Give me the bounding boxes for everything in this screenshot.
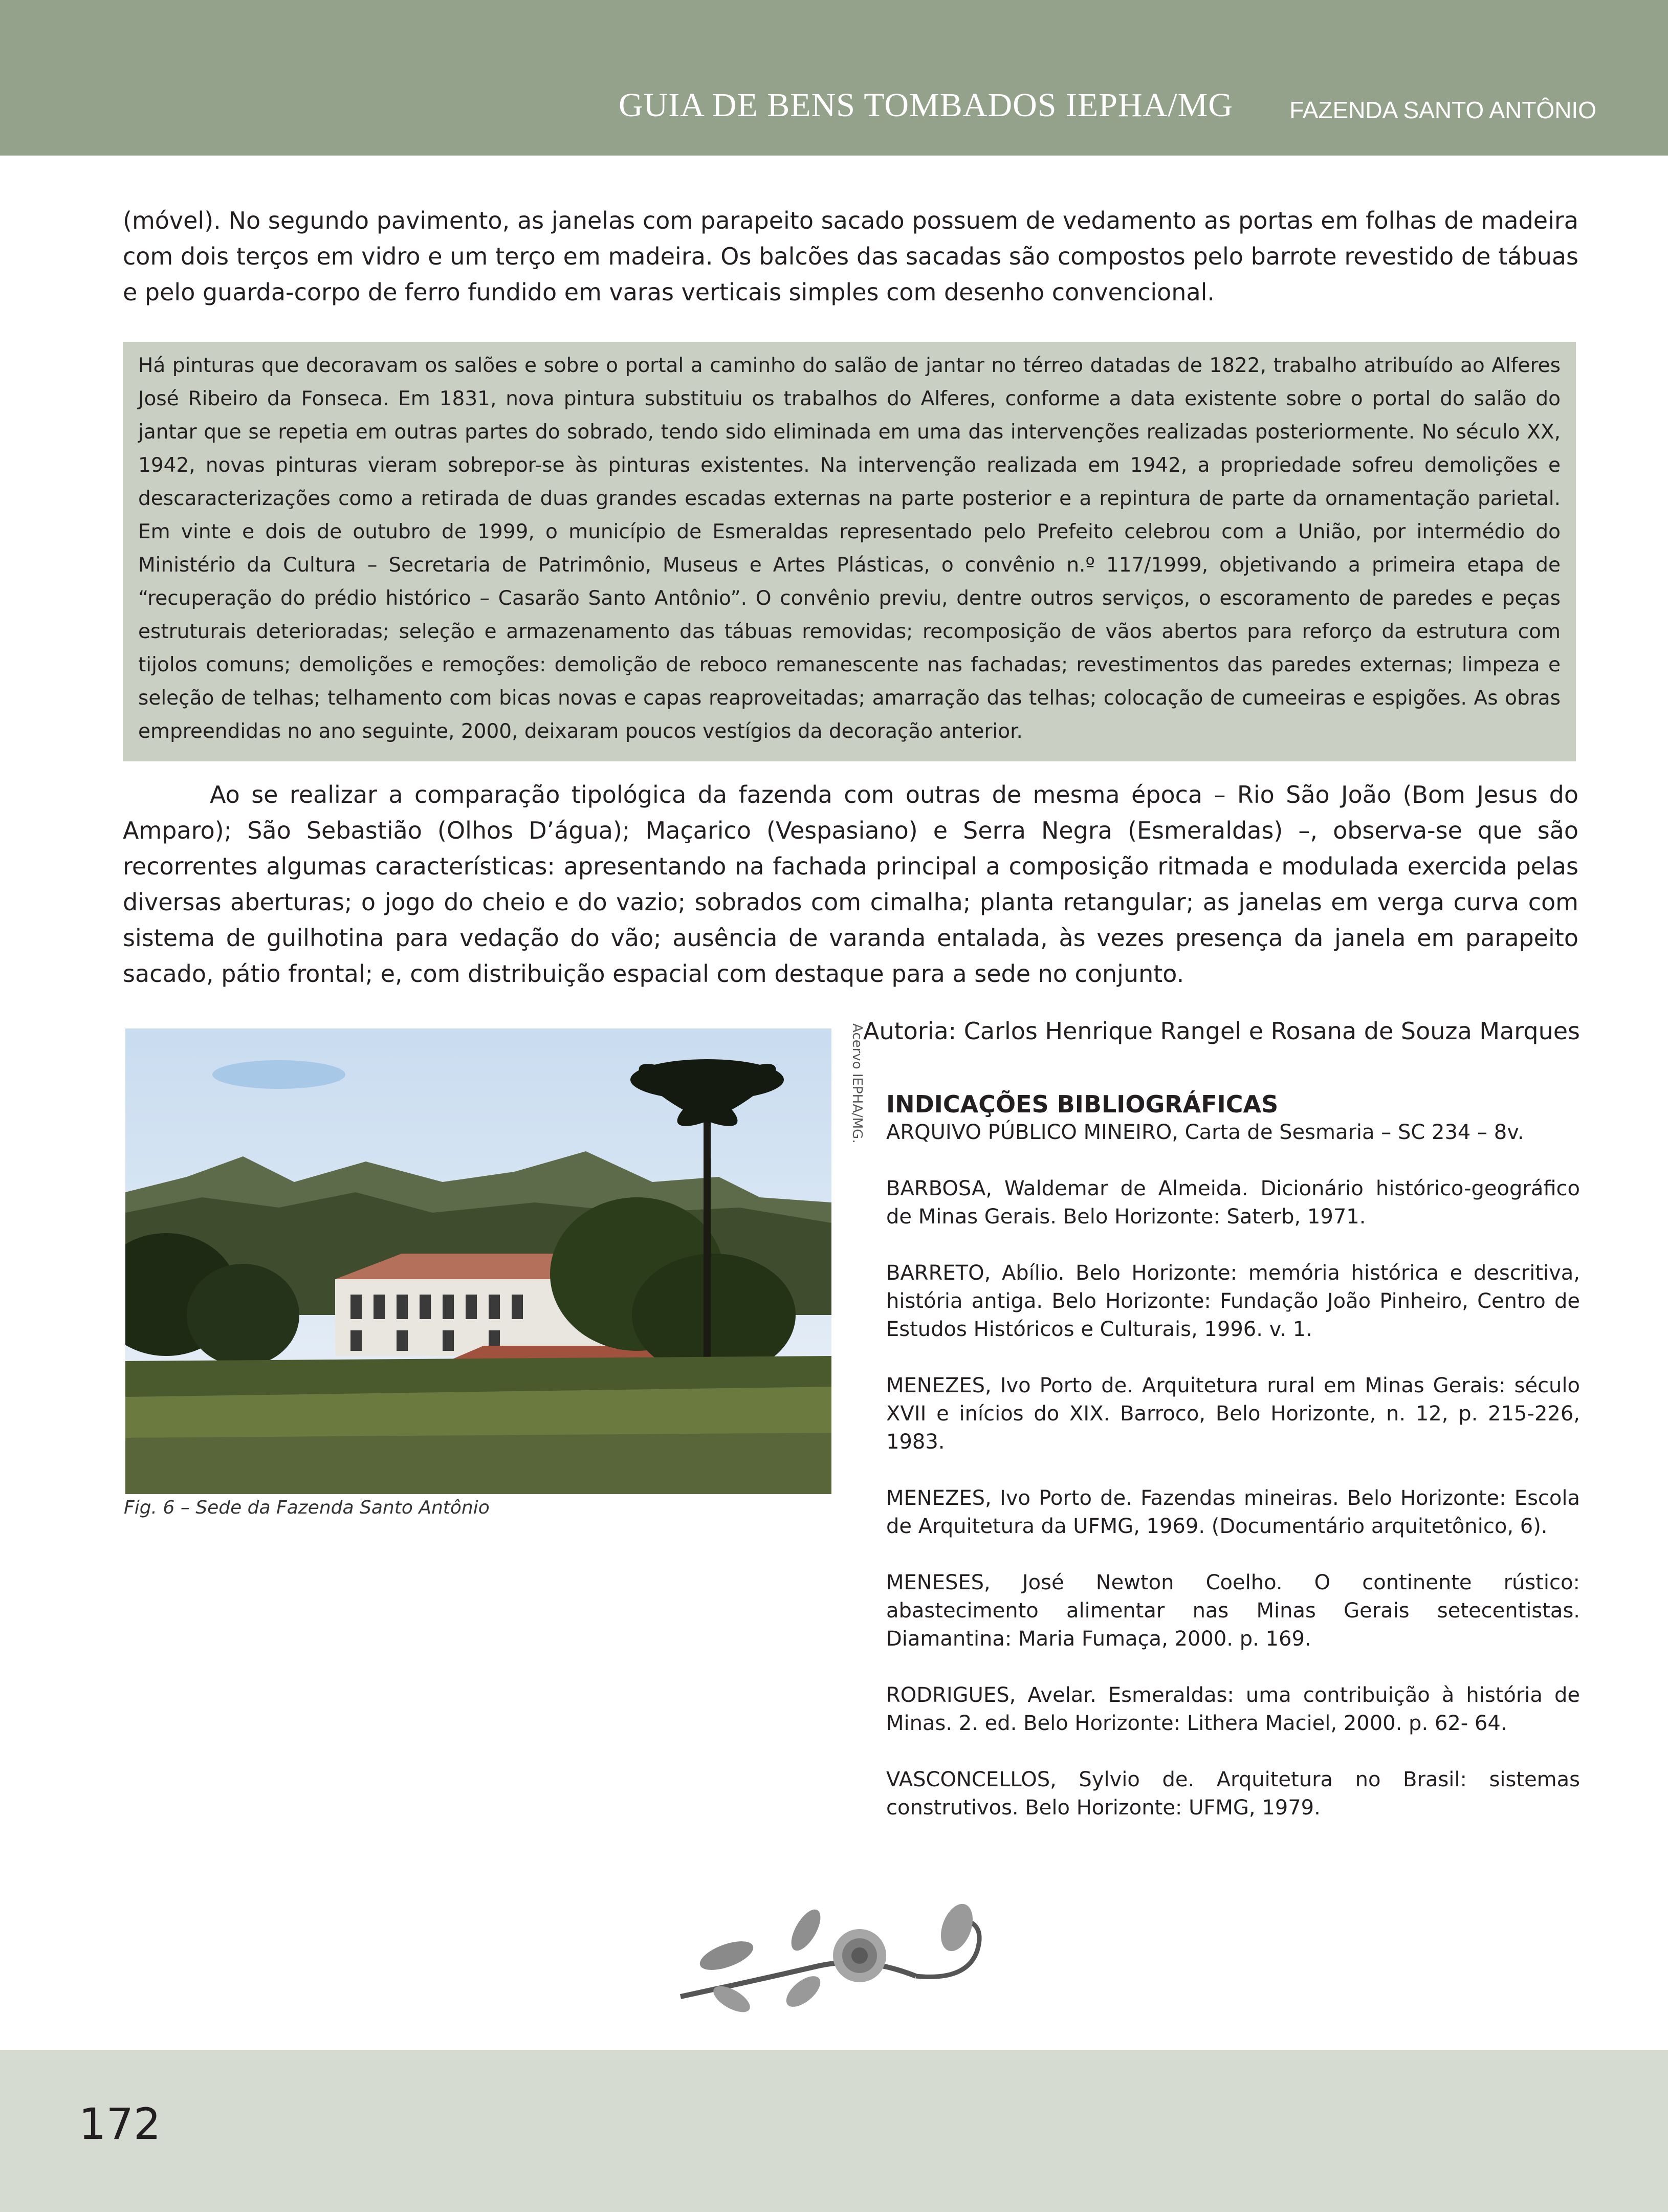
photo-credit: Acervo IEPHA/MG. — [849, 1023, 865, 1144]
publication-title: GUIA DE BENS TOMBADOS IEPHA/MG — [618, 86, 1233, 124]
bibliography — [886, 1090, 1580, 1850]
comparison-paragraph: Ao se realizar a comparação tipológica da fazenda com outras de mesma época – Rio São João (Bom Jesus do Amparo); São Sebastião (Olhos D’água); Maçarico (Vespasiano) e Serra Negra (Esmeraldas) –, observa-se que são recorrentes algumas características: apresentando na fachada principal a composição ritmada e modulada exercida pelas diversas aberturas; o jogo do cheio e do vazio; sobrados com cimalha; planta retangular; as janelas em verga curva com sistema de guilhotina para vedação do vão; ausência de varanda entalada, às vezes presença da janela em parapeito sacado, pátio frontal; e, com distribuição espacial com destaque para a sede no conjunto. — [123, 781, 1578, 988]
bibliography-entry: BARRETO, Abílio. Belo Horizonte: memória histórica e descritiva, história antiga. Belo Horizonte: Fundação João Pinheiro, Centro de Estudos Históricos e Culturais, 1996. v. 1. — [886, 1261, 1580, 1341]
history-highlight-box — [123, 342, 1576, 761]
bibliography-heading: INDICAÇÕES BIBLIOGRÁFICAS — [886, 1090, 1279, 1118]
rose-ornament-icon — [650, 1879, 1018, 2019]
bibliography-entry: MENESES, José Newton Coelho. O continente rústico: abastecimento alimentar nas Minas Gerais setecentistas. Diamantina: Maria Fumaça, 2000. p. 169. — [886, 1571, 1580, 1651]
bibliography-entry: ARQUIVO PÚBLICO MINEIRO, Carta de Sesmaria – SC 234 – 8v. — [886, 1121, 1524, 1144]
bibliography-entry: MENEZES, Ivo Porto de. Fazendas mineiras. Belo Horizonte: Escola de Arquitetura da UFMG, 1969. (Documentário arquitetônico, 6). — [886, 1486, 1580, 1538]
section-title: FAZENDA SANTO ANTÔNIO — [1289, 97, 1596, 123]
figure-caption: Fig. 6 – Sede da Fazenda Santo Antônio — [124, 1497, 490, 1518]
page-header — [0, 0, 1668, 156]
bibliography-entry: RODRIGUES, Avelar. Esmeraldas: uma contribuição à história de Minas. 2. ed. Belo Horizonte: Lithera Maciel, 2000. p. 62- 64. — [886, 1683, 1580, 1735]
farm-photo — [125, 1028, 831, 1494]
page-number: 172 — [79, 2099, 161, 2149]
page-footer — [0, 2050, 1668, 2212]
authorship: Autoria: Carlos Henrique Rangel e Rosana de Souza Marques — [863, 1017, 1580, 1045]
bibliography-entry: BARBOSA, Waldemar de Almeida. Dicionário histórico-geográfico de Minas Gerais. Belo Horizonte: Saterb, 1971. — [886, 1177, 1580, 1229]
bibliography-entry: VASCONCELLOS, Sylvio de. Arquitetura no Brasil: sistemas construtivos. Belo Horizonte: UFMG, 1979. — [886, 1768, 1580, 1820]
bibliography-entry: MENEZES, Ivo Porto de. Arquitetura rural em Minas Gerais: século XVII e inícios do XIX. Barroco, Belo Horizonte, n. 12, p. 215-226, 1983. — [886, 1374, 1580, 1454]
history-text: Há pinturas que decoravam os salões e sobre o portal a caminho do salão de jantar no térreo datadas de 1822, trabalho atribuído ao Alferes José Ribeiro da Fonseca. Em 1831, nova pintura substituiu os trabalhos do Alferes, conforme a data existente sobre o portal do salão do jantar que se repetia em outras partes do sobrado, tendo sido eliminada em uma das intervenções realizadas posteriormente. No século XX, 1942, novas pinturas vieram sobrepor-se às pinturas existentes. Na intervenção realizada em 1942, a propriedade sofreu demolições e descaracterizações como a retirada de duas grandes escadas externas na parte posterior e a repintura de parte da ornamentação parietal. Em vinte e dois de outubro de 1999, o município de Esmeraldas representado pelo Prefeito celebrou com a União, por intermédio do Ministério da Cultura – Secretaria de Patrimônio, Museus e Artes Plásticas, o convênio n.º 117/1999, objetivando a primeira etapa de “recuperação do prédio histórico – Casarão Santo Antônio”. O convênio previu, dentre outros serviços, o escoramento de paredes e peças estruturais deterioradas; seleção e armazenamento das tábuas removidas; recomposição de vãos abertos para reforço da estrutura com tijolos comuns; demolições e remoções: demolição de reboco remanescente nas fachadas; revestimentos das paredes externas; limpeza e seleção de telhas; telhamento com bicas novas e capas reaproveitadas; amarração das telhas; colocação de cumeeiras e espigões. As obras empreendidas no ano seguinte, 2000, deixaram poucos vestígios da decoração anterior. — [138, 354, 1561, 743]
intro-paragraph: (móvel). No segundo pavimento, as janelas com parapeito sacado possuem de vedamento as portas em folhas de madeira com dois terços em vidro e um terço em madeira. Os balcões das sacadas são compostos pelo barrote revestido de tábuas e pelo guarda-corpo de ferro fundido em varas verticais simples com desenho convencional. — [123, 207, 1578, 306]
